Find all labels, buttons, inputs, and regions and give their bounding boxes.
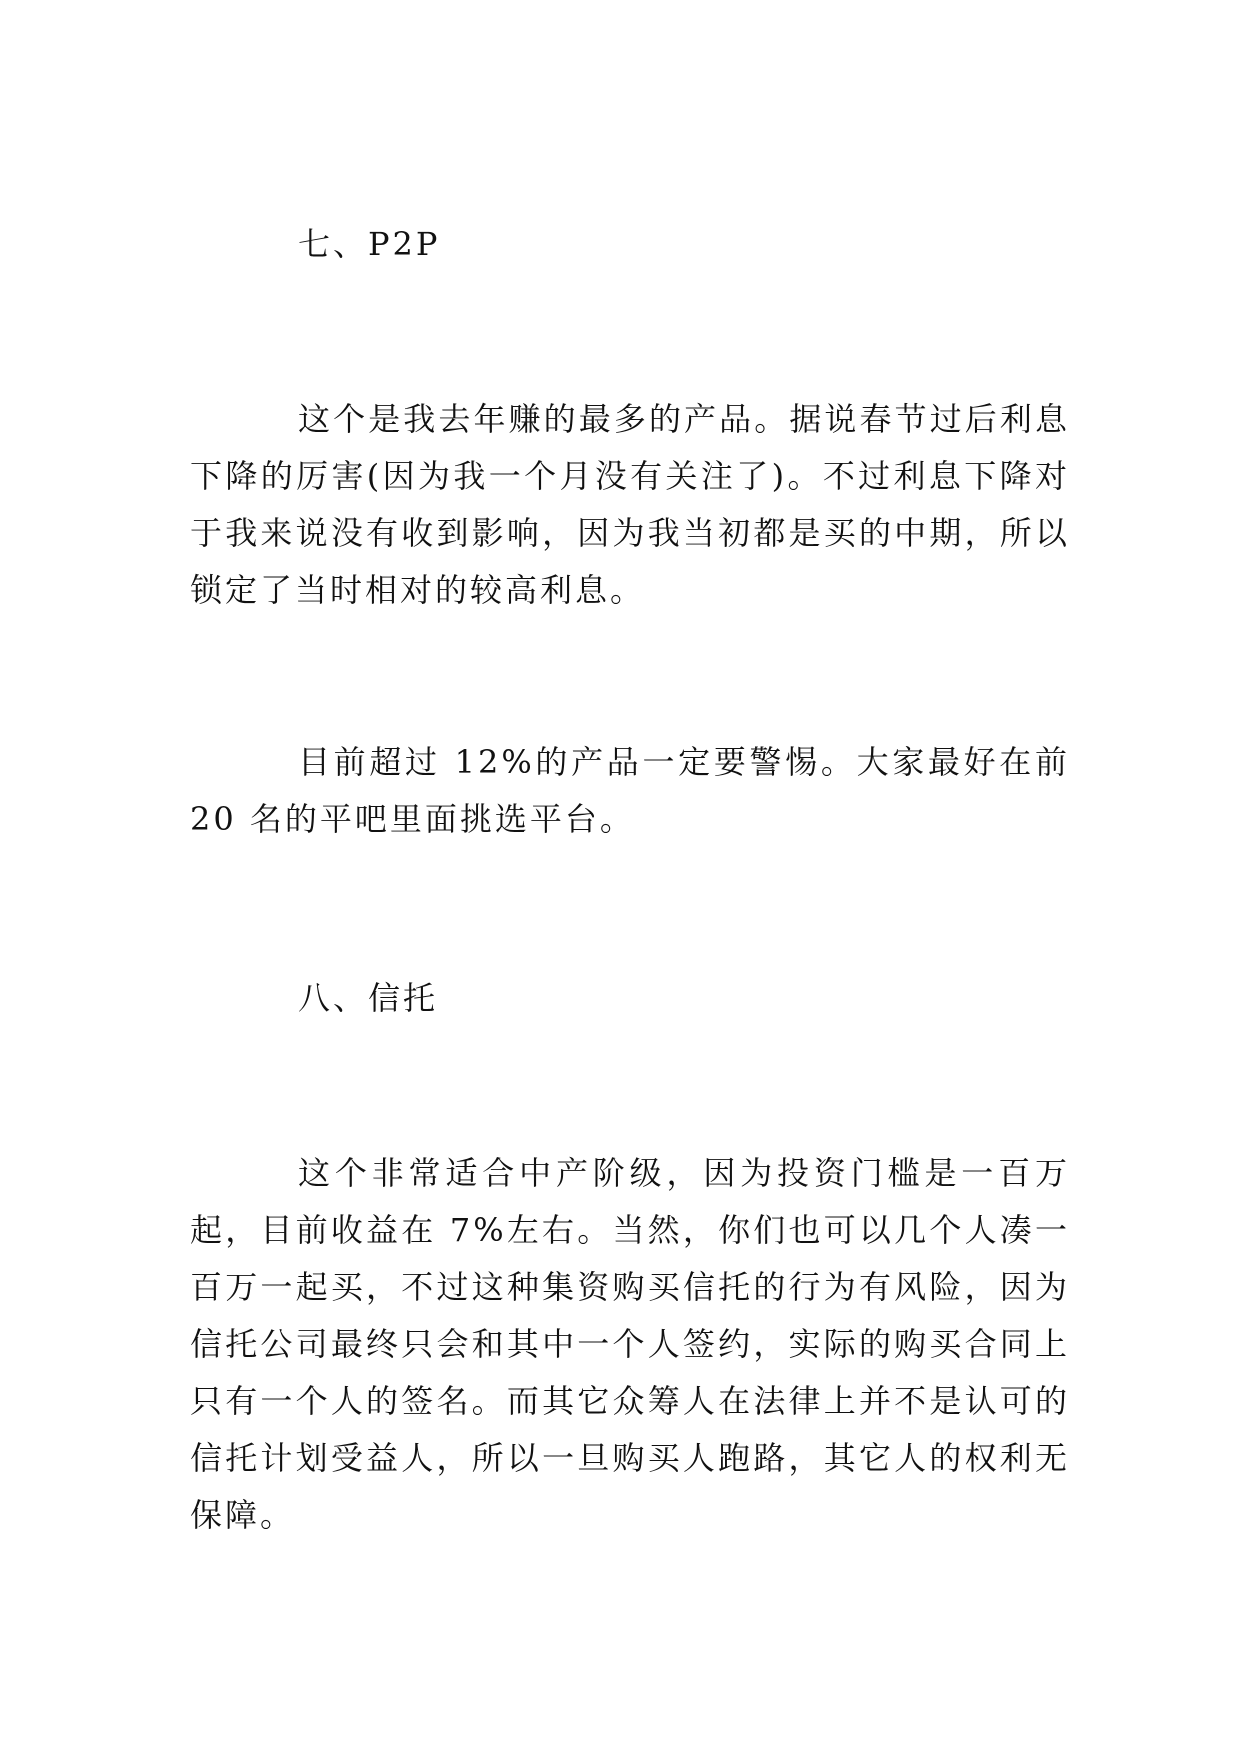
section-heading-trust: 八、信托 xyxy=(298,979,439,1017)
paragraph-trust-description: 这个非常适合中产阶级，因为投资门槛是一百万起，目前收益在 7%左右。当然，你们也可以几个人凑一百万一起买，不过这种集资购买信托的行为有风险，因为信托公司最终只会和其中一个人签约，实际的购买合同上只有一个人的签名。而其它众筹人在法律上并不是认可的信托计划受益人，所以一旦购买人跑路，其它人的权利无保障。 xyxy=(190,1154,1070,1534)
paragraph-p2p-experience: 这个是我去年赚的最多的产品。据说春节过后利息下降的厉害(因为我一个月没有关注了)。不过利息下降对于我来说没有收到影响，因为我当初都是买的中期，所以锁定了当时相对的较高利息。 xyxy=(190,400,1070,609)
paragraph-p2p-warning: 目前超过 12%的产品一定要警惕。大家最好在前 20 名的平吧里面挑选平台。 xyxy=(190,743,1070,838)
section-heading-p2p: 七、P2P xyxy=(298,225,441,263)
